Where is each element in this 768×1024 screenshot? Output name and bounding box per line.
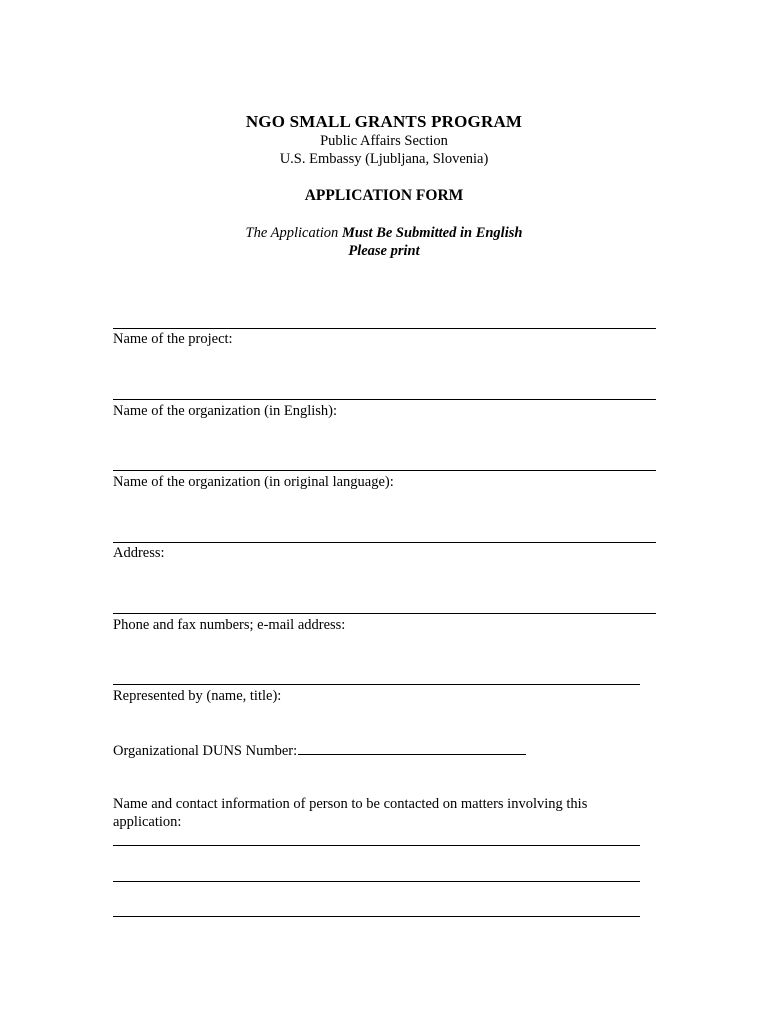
phone-fax-email-line[interactable] — [113, 613, 656, 614]
form-title: APPLICATION FORM — [304, 187, 464, 204]
instruction-line-2: Please print — [348, 243, 420, 259]
phone-fax-email-label: Phone and fax numbers; e-mail address: — [113, 617, 346, 633]
address-label: Address: — [113, 545, 165, 561]
represented-by-label: Represented by (name, title): — [113, 688, 282, 704]
represented-by-line[interactable] — [113, 684, 640, 685]
contact-person-label: Name and contact information of person to be contacted on matters involving this application: — [113, 796, 588, 830]
duns-label: Organizational DUNS Number: — [113, 743, 298, 759]
instruction-prefix: The Application — [245, 225, 342, 241]
org-name-english-line[interactable] — [113, 399, 656, 400]
address-line[interactable] — [113, 542, 656, 543]
contact-person-line-3[interactable] — [113, 916, 640, 917]
section-name: Public Affairs Section — [320, 133, 448, 149]
project-name-line[interactable] — [113, 328, 656, 329]
org-name-original-line[interactable] — [113, 470, 656, 471]
org-name-original-label: Name of the organization (in original language): — [113, 474, 394, 490]
duns-field — [113, 741, 526, 760]
duns-number-line[interactable] — [298, 741, 526, 755]
org-name-english-label: Name of the organization (in English): — [113, 403, 338, 419]
contact-person-line-2[interactable] — [113, 881, 640, 882]
embassy-name: U.S. Embassy (Ljubljana, Slovenia) — [279, 151, 489, 167]
contact-person-line-1[interactable] — [113, 845, 640, 846]
instruction-emphasis: Must Be Submitted in English — [341, 225, 523, 241]
project-name-label: Name of the project: — [113, 331, 233, 347]
program-title: NGO SMALL GRANTS PROGRAM — [245, 112, 523, 131]
instruction-line-1 — [0, 225, 768, 242]
